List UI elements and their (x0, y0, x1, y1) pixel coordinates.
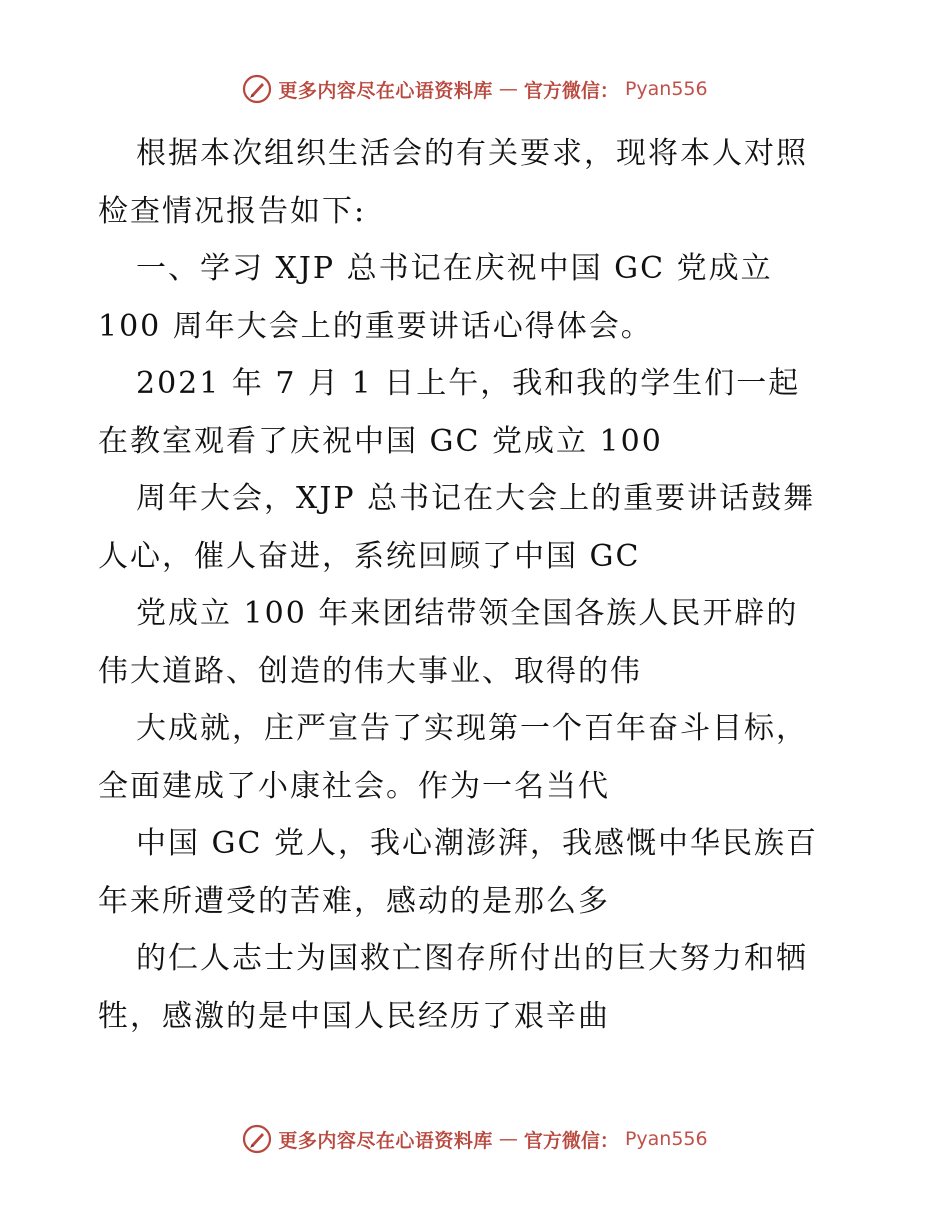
header-watermark (0, 74, 950, 104)
body-line: 伟大道路、创造的伟大事业、取得的伟 (98, 653, 642, 689)
watermark-separator: — (498, 78, 518, 100)
body-line: 2021 年 7 月 1 日上午，我和我的学生们一起 (136, 366, 801, 401)
watermark-wechat-label: 官方微信： (523, 1129, 619, 1152)
watermark-site-text: 更多内容尽在心语资料库 (278, 79, 493, 102)
section-heading-line: 一、学习 XJP 总书记在庆祝中国 GC 党成立 (136, 251, 773, 286)
body-line: 的仁人志士为国救亡图存所付出的巨大努力和牺 (136, 941, 808, 976)
body-line: 牲，感激的是中国人民经历了艰辛曲 (98, 998, 610, 1034)
body-line: 中国 GC 党人，我心潮澎湃，我感慨中华民族百 (136, 826, 818, 861)
body-line: 在教室观看了庆祝中国 GC 党成立 100 (98, 423, 663, 459)
body-line: 党成立 100 年来团结带领全国各族人民开辟的 (136, 596, 799, 631)
body-line: 根据本次组织生活会的有关要求，现将本人对照 (136, 136, 808, 171)
watermark-site-text: 更多内容尽在心语资料库 (278, 1129, 493, 1152)
watermark-wechat-label: 官方微信： (523, 79, 619, 102)
body-line: 年来所遭受的苦难，感动的是那么多 (98, 883, 610, 919)
footer-watermark (0, 1124, 950, 1154)
body-line: 大成就，庄严宣告了实现第一个百年奋斗目标， (136, 711, 808, 746)
quill-pen-logo-icon (242, 1124, 272, 1154)
section-heading-line: 100 周年大会上的重要讲话心得体会。 (98, 308, 653, 344)
body-line: 全面建成了小康社会。作为一名当代 (98, 768, 610, 804)
document-body (98, 125, 858, 1045)
watermark-wechat-id: Pyan556 (624, 78, 708, 100)
body-line: 检查情况报告如下: (98, 193, 367, 229)
quill-pen-logo-icon (242, 74, 272, 104)
watermark-separator: — (498, 1128, 518, 1150)
body-line: 人心，催人奋进，系统回顾了中国 GC (98, 538, 641, 574)
body-line: 周年大会，XJP 总书记在大会上的重要讲话鼓舞 (136, 481, 816, 516)
watermark-wechat-id: Pyan556 (624, 1128, 708, 1150)
